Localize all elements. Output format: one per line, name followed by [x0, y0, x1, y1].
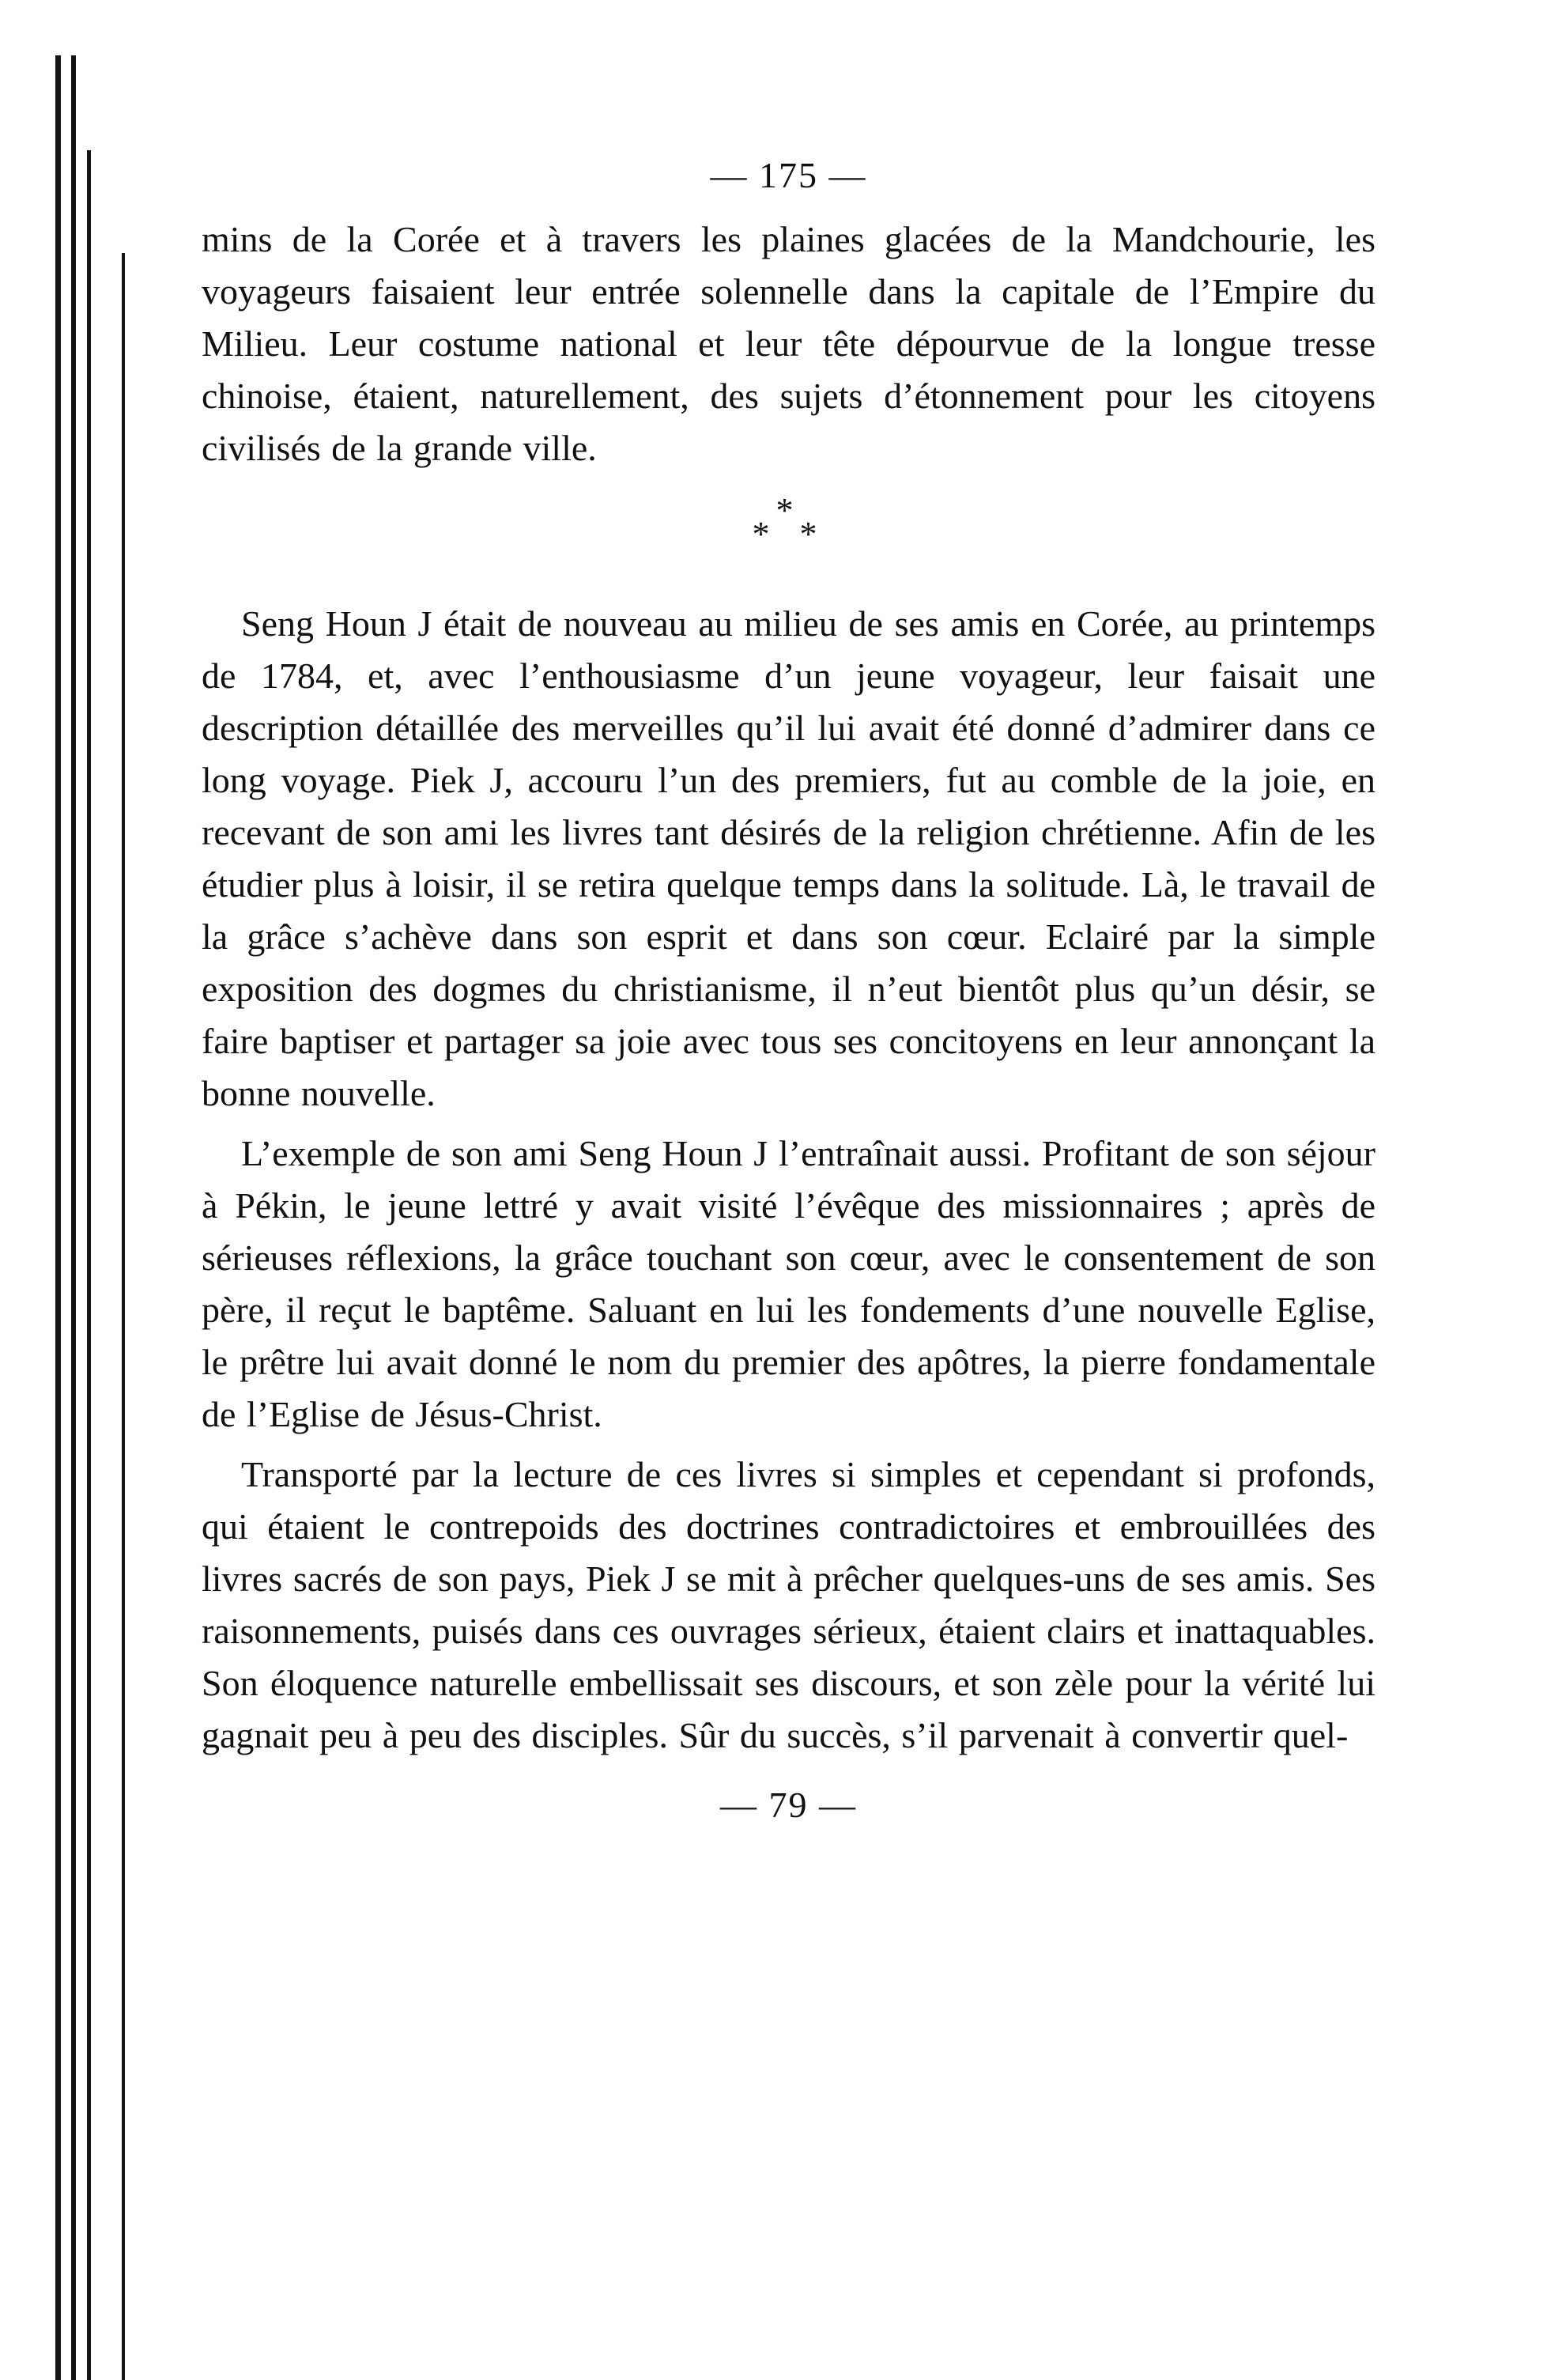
asterism-star: *: [752, 515, 770, 553]
book-page: [202, 154, 1375, 1826]
book-binding-edge: [49, 55, 144, 2380]
footer-page-number: — 79 —: [720, 1785, 857, 1825]
binding-line: [87, 150, 91, 2380]
paragraph: Transporté par la lecture de ces livres si simples et cependant si profonds, qui étaient le contrepoids des doctrines contradictoires et embrouillées des livres sacrés de son pays, Piek J se mit à prêcher quelques-uns de ses amis. Ses raisonnements, puisés dans ces ouvrages sérieux, étaient clairs et inattaquables. Son éloquence naturelle embellissait ses discours, et son zèle pour la vérité lui gagnait peu à peu des disciples. Sûr du succès, s’il parvenait à convertir quel-: [202, 1454, 1375, 1755]
paragraph: Seng Houn J était de nouveau au milieu de ses amis en Corée, au printemps de 1784, et, avec l’enthousiasme d’un jeune voyageur, leur faisait une description détaillée des merveilles qu’il lui avait été donné d’admirer dans ce long voyage. Piek J, accouru l’un des premiers, fut au comble de la joie, en recevant de son ami les livres tant désirés de la religion chrétienne. Afin de les étudier plus à loisir, il se retira quelque temps dans la solitude. Là, le travail de la grâce s’achève dans son esprit et dans son cœur. Eclairé par la simple exposition des dogmes du christianisme, il n’eut bientôt plus qu’un désir, se faire baptiser et partager sa joie avec tous ses concitoyens en leur annonçant la bonne nouvelle.: [202, 603, 1375, 1113]
paragraph-continuation: mins de la Corée et à travers les plaines glacées de la Mandchourie, les voyageurs faisaient leur entrée solennelle dans la capitale de l’Empire du Milieu. Leur costume national et leur tête dépourvue de la longue tresse chinoise, étaient, naturellement, des sujets d’étonnement pour les citoyens civilisés de la grande ville.: [202, 219, 1375, 468]
asterism-star: *: [799, 515, 817, 553]
asterism-star: *: [775, 491, 794, 530]
binding-line: [55, 55, 61, 2380]
header-page-number: — 175 —: [710, 155, 867, 195]
binding-line: [122, 253, 125, 2380]
paragraph: L’exemple de son ami Seng Houn J l’entraînait aussi. Profitant de son séjour à Pékin, le jeune lettré y avait visité l’évêque des missionnaires ; après de sérieuses réflexions, la grâce touchant son cœur, avec le consentement de son père, il reçut le baptême. Saluant en lui les fondements d’une nouvelle Eglise, le prêtre lui avait donné le nom du premier des apôtres, la pierre fondamentale de l’Eglise de Jésus-Christ.: [202, 1133, 1375, 1434]
section-break-asterism: [741, 490, 836, 569]
binding-line: [71, 55, 76, 2380]
